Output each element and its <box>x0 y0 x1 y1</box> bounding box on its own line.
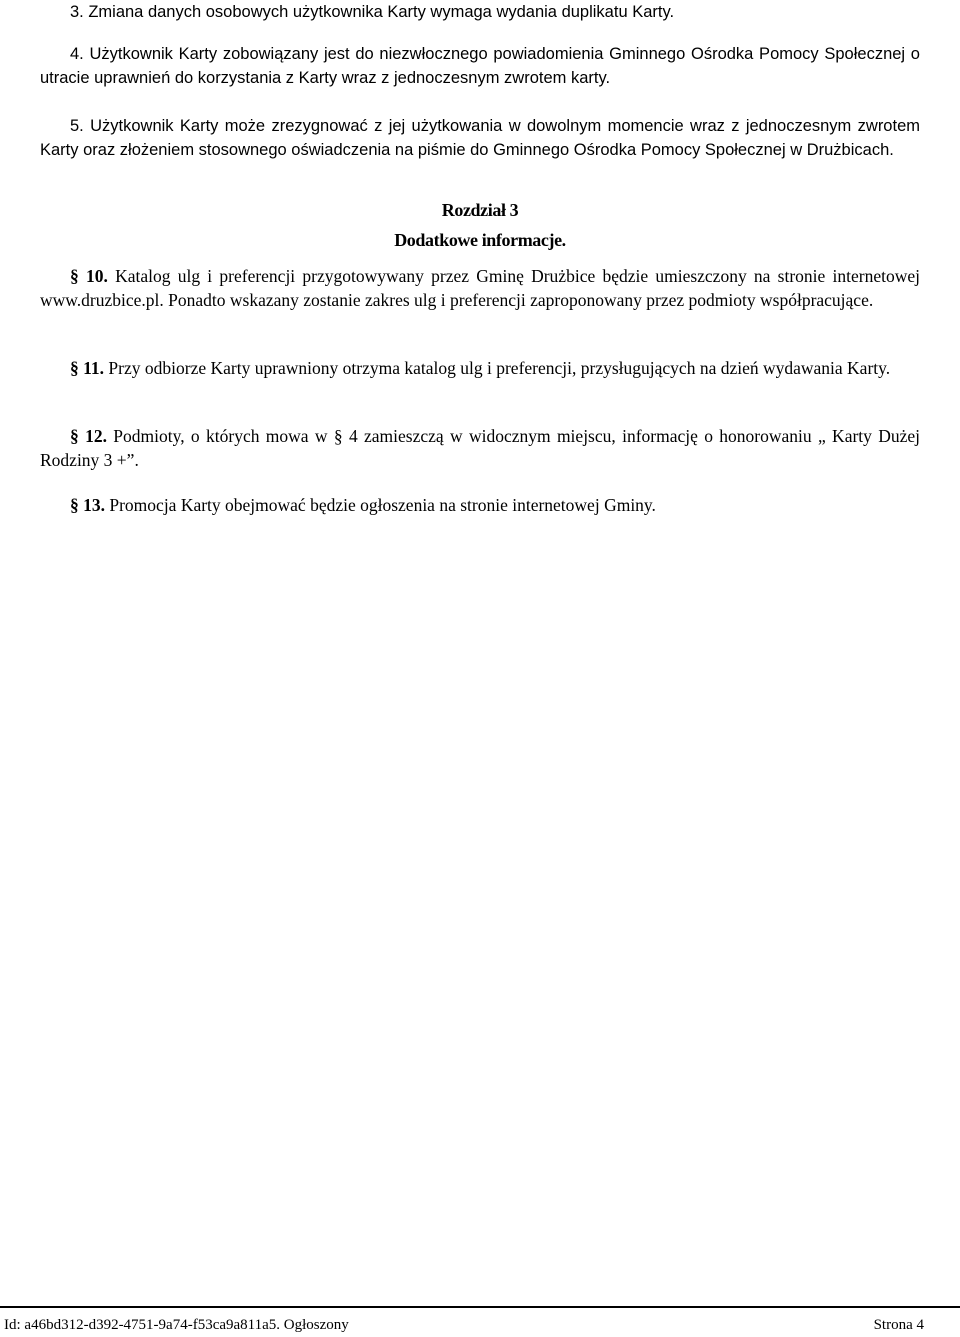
section-12 <box>40 424 920 472</box>
item-5-text: 5. Użytkownik Karty może zrezygnować z jej użytkowania w dowolnym momencie wraz z jednoczesnym zwrotem Karty oraz złożeniem stosownego oświadczenia na piśmie do Gminnego Ośrodka Pomocy Społecznej w Drużbicach. <box>40 117 920 159</box>
chapter-number: Rozdział 3 <box>441 200 519 220</box>
footer-divider <box>0 1306 960 1308</box>
footer-document-id: Id: a46bd312-d392-4751-9a74-f53ca9a811a5. Ogłoszony <box>4 1317 349 1333</box>
section-text: Przy odbiorze Karty uprawniony otrzyma katalog ulg i preferencji, przysługujących na dzień wydawania Karty. <box>104 358 891 378</box>
section-text: Katalog ulg i preferencji przygotowywany przez Gminę Drużbice będzie umieszczony na stronie internetowej www.druzbice.pl. Ponadto wskazany zostanie zakres ulg i preferencji zaproponowany przez podmioty współpracujące. <box>40 266 921 310</box>
section-number: § 12. <box>70 426 107 446</box>
section-11 <box>40 356 920 380</box>
section-number: § 13. <box>70 495 105 515</box>
section-text: Podmioty, o których mowa w § 4 zamieszczą w widocznym miejscu, informację o honorowaniu „ Karty Dużej Rodziny 3 +”. <box>40 426 921 470</box>
item-4-text: 4. Użytkownik Karty zobowiązany jest do niezwłocznego powiadomienia Gminnego Ośrodka Pomocy Społecznej o utracie uprawnień do korzystania z Karty wraz z jednoczesnym zwrotem karty. <box>40 45 920 87</box>
section-number: § 11. <box>70 358 105 378</box>
section-13 <box>40 493 920 517</box>
section-text: Promocja Karty obejmować będzie ogłoszenia na stronie internetowej Gminy. <box>105 495 656 515</box>
chapter-title: Dodatkowe informacje. <box>394 230 566 250</box>
section-10 <box>40 264 920 312</box>
footer-page-number: Strona 4 <box>873 1317 924 1333</box>
item-3-text: 3. Zmiana danych osobowych użytkownika Karty wymaga wydania duplikatu Karty. <box>70 3 675 21</box>
section-number: § 10. <box>70 266 108 286</box>
